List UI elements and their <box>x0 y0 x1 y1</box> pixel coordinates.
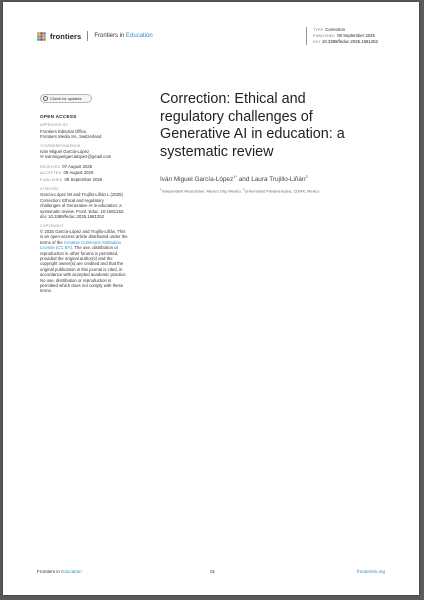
author-name[interactable]: Laura Trujillo-Liñán <box>251 176 306 184</box>
title-line: systematic review <box>160 143 274 160</box>
correspondence-name: Iván Miguel García-López <box>40 149 90 155</box>
copyright-line: License (CC BY). The use, distribution or <box>40 245 119 251</box>
approved-by-label: APPROVED BY <box>40 123 69 128</box>
doi[interactable]: DOI 10.3389/feduc.2025.1681252 <box>313 39 378 44</box>
open-access-label: OPEN ACCESS <box>40 114 77 119</box>
approved-by-line: Frontiers Media SA, Switzerland <box>40 134 102 140</box>
article-page <box>3 2 419 595</box>
accepted-date: ACCEPTED 08 August 2025 <box>40 170 94 176</box>
citation-line: doi: 10.3389/feduc.2025.1681252 <box>40 214 105 220</box>
author-join: and <box>236 176 252 184</box>
article-meta <box>306 27 378 45</box>
correspondence-email[interactable]: ✉ ivanmiguelgarcialopez@gmail.com <box>40 154 112 160</box>
cc-license-link[interactable]: Creative Commons Attribution <box>63 239 121 245</box>
article-title <box>160 91 378 161</box>
journal-logo[interactable] <box>37 30 153 42</box>
copyright-line: No use, distribution or reproduction is <box>40 277 112 283</box>
author-name[interactable]: Iván Miguel García-López <box>160 176 234 184</box>
citation-line: Correction: Ethical and regulatory <box>40 197 104 203</box>
article-type: TYPE Correction <box>313 27 346 32</box>
copyright-line: reproduction in other forums is permitted, <box>40 250 119 256</box>
title-line: regulatory challenges of <box>160 108 313 125</box>
page-number: 01 <box>210 569 216 574</box>
sidebar-published-date: PUBLISHED 08 September 2025 <box>40 176 103 182</box>
cc-license-link-cont[interactable]: License (CC BY) <box>40 245 72 251</box>
dates <box>40 164 146 183</box>
journal-field: Education <box>126 33 153 39</box>
affiliations: $^1$Independent Researcher, Mexico City, Mexico, $^2$Universidad Panamericana, CDMX, Mexico <box>160 187 320 194</box>
author-list <box>160 174 400 183</box>
copyright-line: accordance with accepted academic practice. <box>40 272 127 278</box>
journal-name <box>94 33 152 39</box>
author-affiliation-marker: 2 <box>305 174 308 179</box>
brand-name: frontiers <box>50 31 82 41</box>
copyright-line: is an open-access article distributed under the <box>40 234 128 240</box>
footer-site-link[interactable]: frontiersin.org <box>357 569 386 574</box>
footer-journal: Frontiers in Education <box>37 569 82 574</box>
copyright-line: copyright owner(s) are credited and that the <box>40 261 124 267</box>
copyright-line: provided the original author(s) and the <box>40 255 113 261</box>
update-check-icon <box>43 96 48 101</box>
copyright-line: permitted which does not comply with these <box>40 282 124 288</box>
frontiers-logo-icon <box>37 32 46 41</box>
received-date: RECEIVED 07 August 2025 <box>40 163 93 169</box>
affiliation: Universidad Panamericana, CDMX, Mexico <box>244 188 320 194</box>
citation-line: García-López IM and Trujillo-Liñán L (2025) <box>40 192 123 198</box>
journal-prefix: Frontiers in <box>94 33 127 39</box>
check-for-updates-label: Check for updates <box>50 96 82 101</box>
copyright-line: terms of the Creative Commons Attribution <box>40 239 121 245</box>
title-line: Generative AI in education: a <box>160 126 345 142</box>
published-date: PUBLISHED 08 September 2025 <box>313 33 375 38</box>
citation-line: systematic review. Front. Educ. 10:1681252. <box>40 208 125 214</box>
author-affiliation-marker: 1* <box>233 174 237 179</box>
title-line: Correction: Ethical and <box>160 91 306 107</box>
logo-divider <box>87 31 88 41</box>
article-sidebar <box>40 114 146 294</box>
citation-line: challenges of Generative AI in education: a <box>40 203 122 209</box>
copyright-line: original publication in this journal is cited, in <box>40 266 123 272</box>
citation-label: CITATION <box>40 187 59 192</box>
copyright-line: © 2025 García-López and Trujillo-Liñán. This <box>40 228 126 234</box>
affiliation: Independent Researcher, Mexico City, Mexico, <box>161 188 243 194</box>
copyright-label: COPYRIGHT <box>40 223 64 228</box>
approved-by-line: Frontiers Editorial Office, <box>40 128 88 134</box>
check-for-updates-button[interactable] <box>40 94 92 103</box>
copyright-line: terms. <box>40 288 52 294</box>
correspondence-label: *CORRESPONDENCE <box>40 143 81 148</box>
